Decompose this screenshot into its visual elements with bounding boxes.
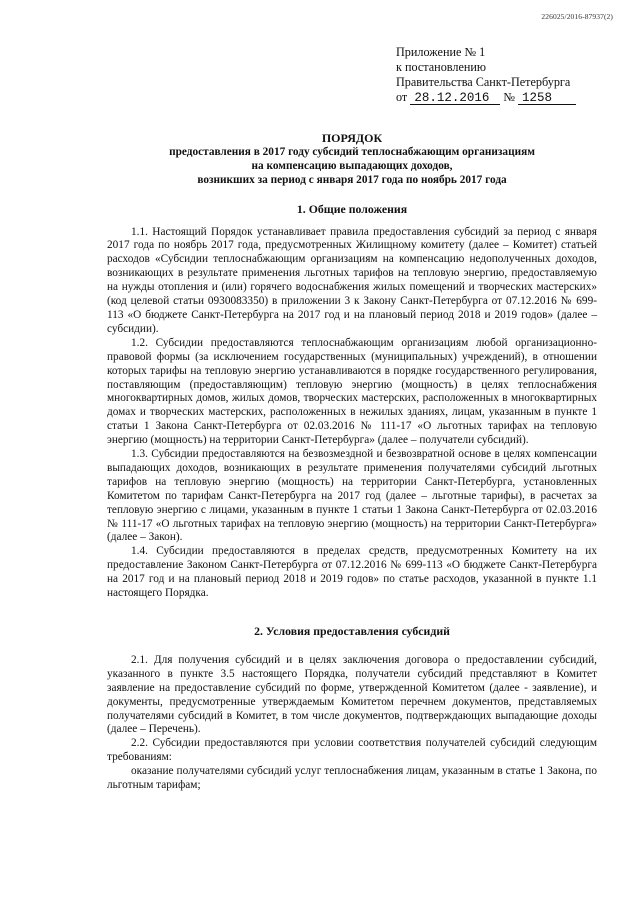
paragraph-1-3: 1.3. Субсидии предоставляются на безвозмездной и безвозвратной основе в целях компенсации выпадающих доходов, возникающих в результате применения получателями субсидий льготных тарифов на тепловую энергию (мощность) на территории Санкт-Петербурга, установленных Комитетом по тарифам Санкт-Петербурга на 2017 год (далее – льготные тарифы), в расчетах за тепловую энергию с лицами, указанным в пункте 1 статьи 1 Закона Санкт-Петербурга от 02.03.2016 № 111-17 «О льготных тарифах на тепловую энергию (мощность) на территории Санкт-Петербурга» (далее – Закон).	[107, 448, 597, 544]
appendix-date-line	[396, 90, 576, 105]
paragraph-2-2: 2.2. Субсидии предоставляются при условии соответствия получателей субсидий следующим требованиям:	[107, 737, 597, 764]
paragraph-2-1: 2.1. Для получения субсидий и в целях заключения договора о предоставлении субсидий, указанного в пункте 3.5 настоящего Порядка, получатели субсидий представляют в Комитет заявление на предоставление субсидий по форме, утвержденной Комитетом (далее - заявление), и документы, предусмотренные утверждаемым Комитетом перечнем документов, представляемых получателями субсидий в Комитет, в том числе документов, подтверждающих выпадающие доходы (далее – Перечень).	[107, 653, 597, 736]
paragraph-1-4: 1.4. Субсидии предоставляются в пределах средств, предусмотренных Комитету на их предоставление Законом Санкт-Петербурга от 07.12.2016 № 699-113 «О бюджете Санкт-Петербурга на 2017 год и на плановый период 2018 и 2019 годов» по статье расходов, указанной в пункте 1.1 настоящего Порядка.	[107, 545, 597, 600]
appendix-line-2: к постановлению	[396, 60, 487, 74]
handwritten-date: 28.12.2016	[410, 92, 500, 105]
document-title: ПОРЯДОК	[321, 131, 383, 145]
document-id: 226025/2016-87937(2)	[541, 12, 613, 21]
section-2-heading: 2. Условия предоставления субсидий	[254, 624, 450, 638]
handwritten-number: 1258	[518, 92, 576, 105]
paragraph-1-1: 1.1. Настоящий Порядок устанавливает правила предоставления субсидий за период с января 2017 года по ноябрь 2017 года, предусмотренных Жилищному комитету (далее – Комитет) статьей расходов «Субсидии теплоснабжающим организациям на компенсацию недополученных доходов, возникающих в результате применения льготных тарифов на тепловую энергию, предоставляемую на нужды отопления и (или) горячего водоснабжения жилых помещений и творческих мастерских» (код целевой статьи 0930083350) в приложении 3 к Закону Санкт-Петербурга от 07.12.2016 № 699-113 «О бюджете Санкт-Петербурга на 2017 год и на плановый период 2018 и 2019 годов» (далее – субсидии).	[107, 225, 597, 335]
paragraph-2-2-item: оказание получателями субсидий услуг теплоснабжения лицам, указанным в статье 1 Закона, по льготным тарифам;	[107, 765, 597, 792]
number-prefix: №	[503, 90, 515, 104]
date-prefix: от	[396, 90, 408, 104]
section-1-heading: 1. Общие положения	[296, 201, 408, 216]
title-line-1: предоставления в 2017 году субсидий теплоснабжающим организациям	[169, 145, 535, 158]
appendix-line-3: Правительства Санкт-Петербурга	[396, 75, 571, 89]
document-body	[107, 132, 597, 793]
title-line-3: возникших за период с января 2017 года по ноябрь 2017 года	[197, 173, 507, 186]
title-line-2: на компенсацию выпадающих доходов,	[251, 159, 453, 172]
appendix-header	[396, 45, 576, 105]
paragraph-1-2: 1.2. Субсидии предоставляются теплоснабжающим организациям любой организационно-правовой формы (за исключением государственных (муниципальных) учреждений), в отношении которых тарифы на тепловую энергию устанавливаются в порядке государственного регулирования, поставляющим (предоставляющим) тепловую энергию (мощность) в целях теплоснабжения многоквартирных домов, жилых домов, творческих мастерских, расположенных в многоквартирных домах и творческих мастерских, расположенных в нежилых зданиях, лицам, указанным в пункте 1 статьи 1 Закона Санкт-Петербурга от 02.03.2016 № 111-17 «О льготных тарифах на тепловую энергию (мощность) на территории Санкт-Петербурга» (далее – получатели субсидий).	[107, 336, 597, 447]
appendix-line-1: Приложение № 1	[396, 45, 486, 59]
